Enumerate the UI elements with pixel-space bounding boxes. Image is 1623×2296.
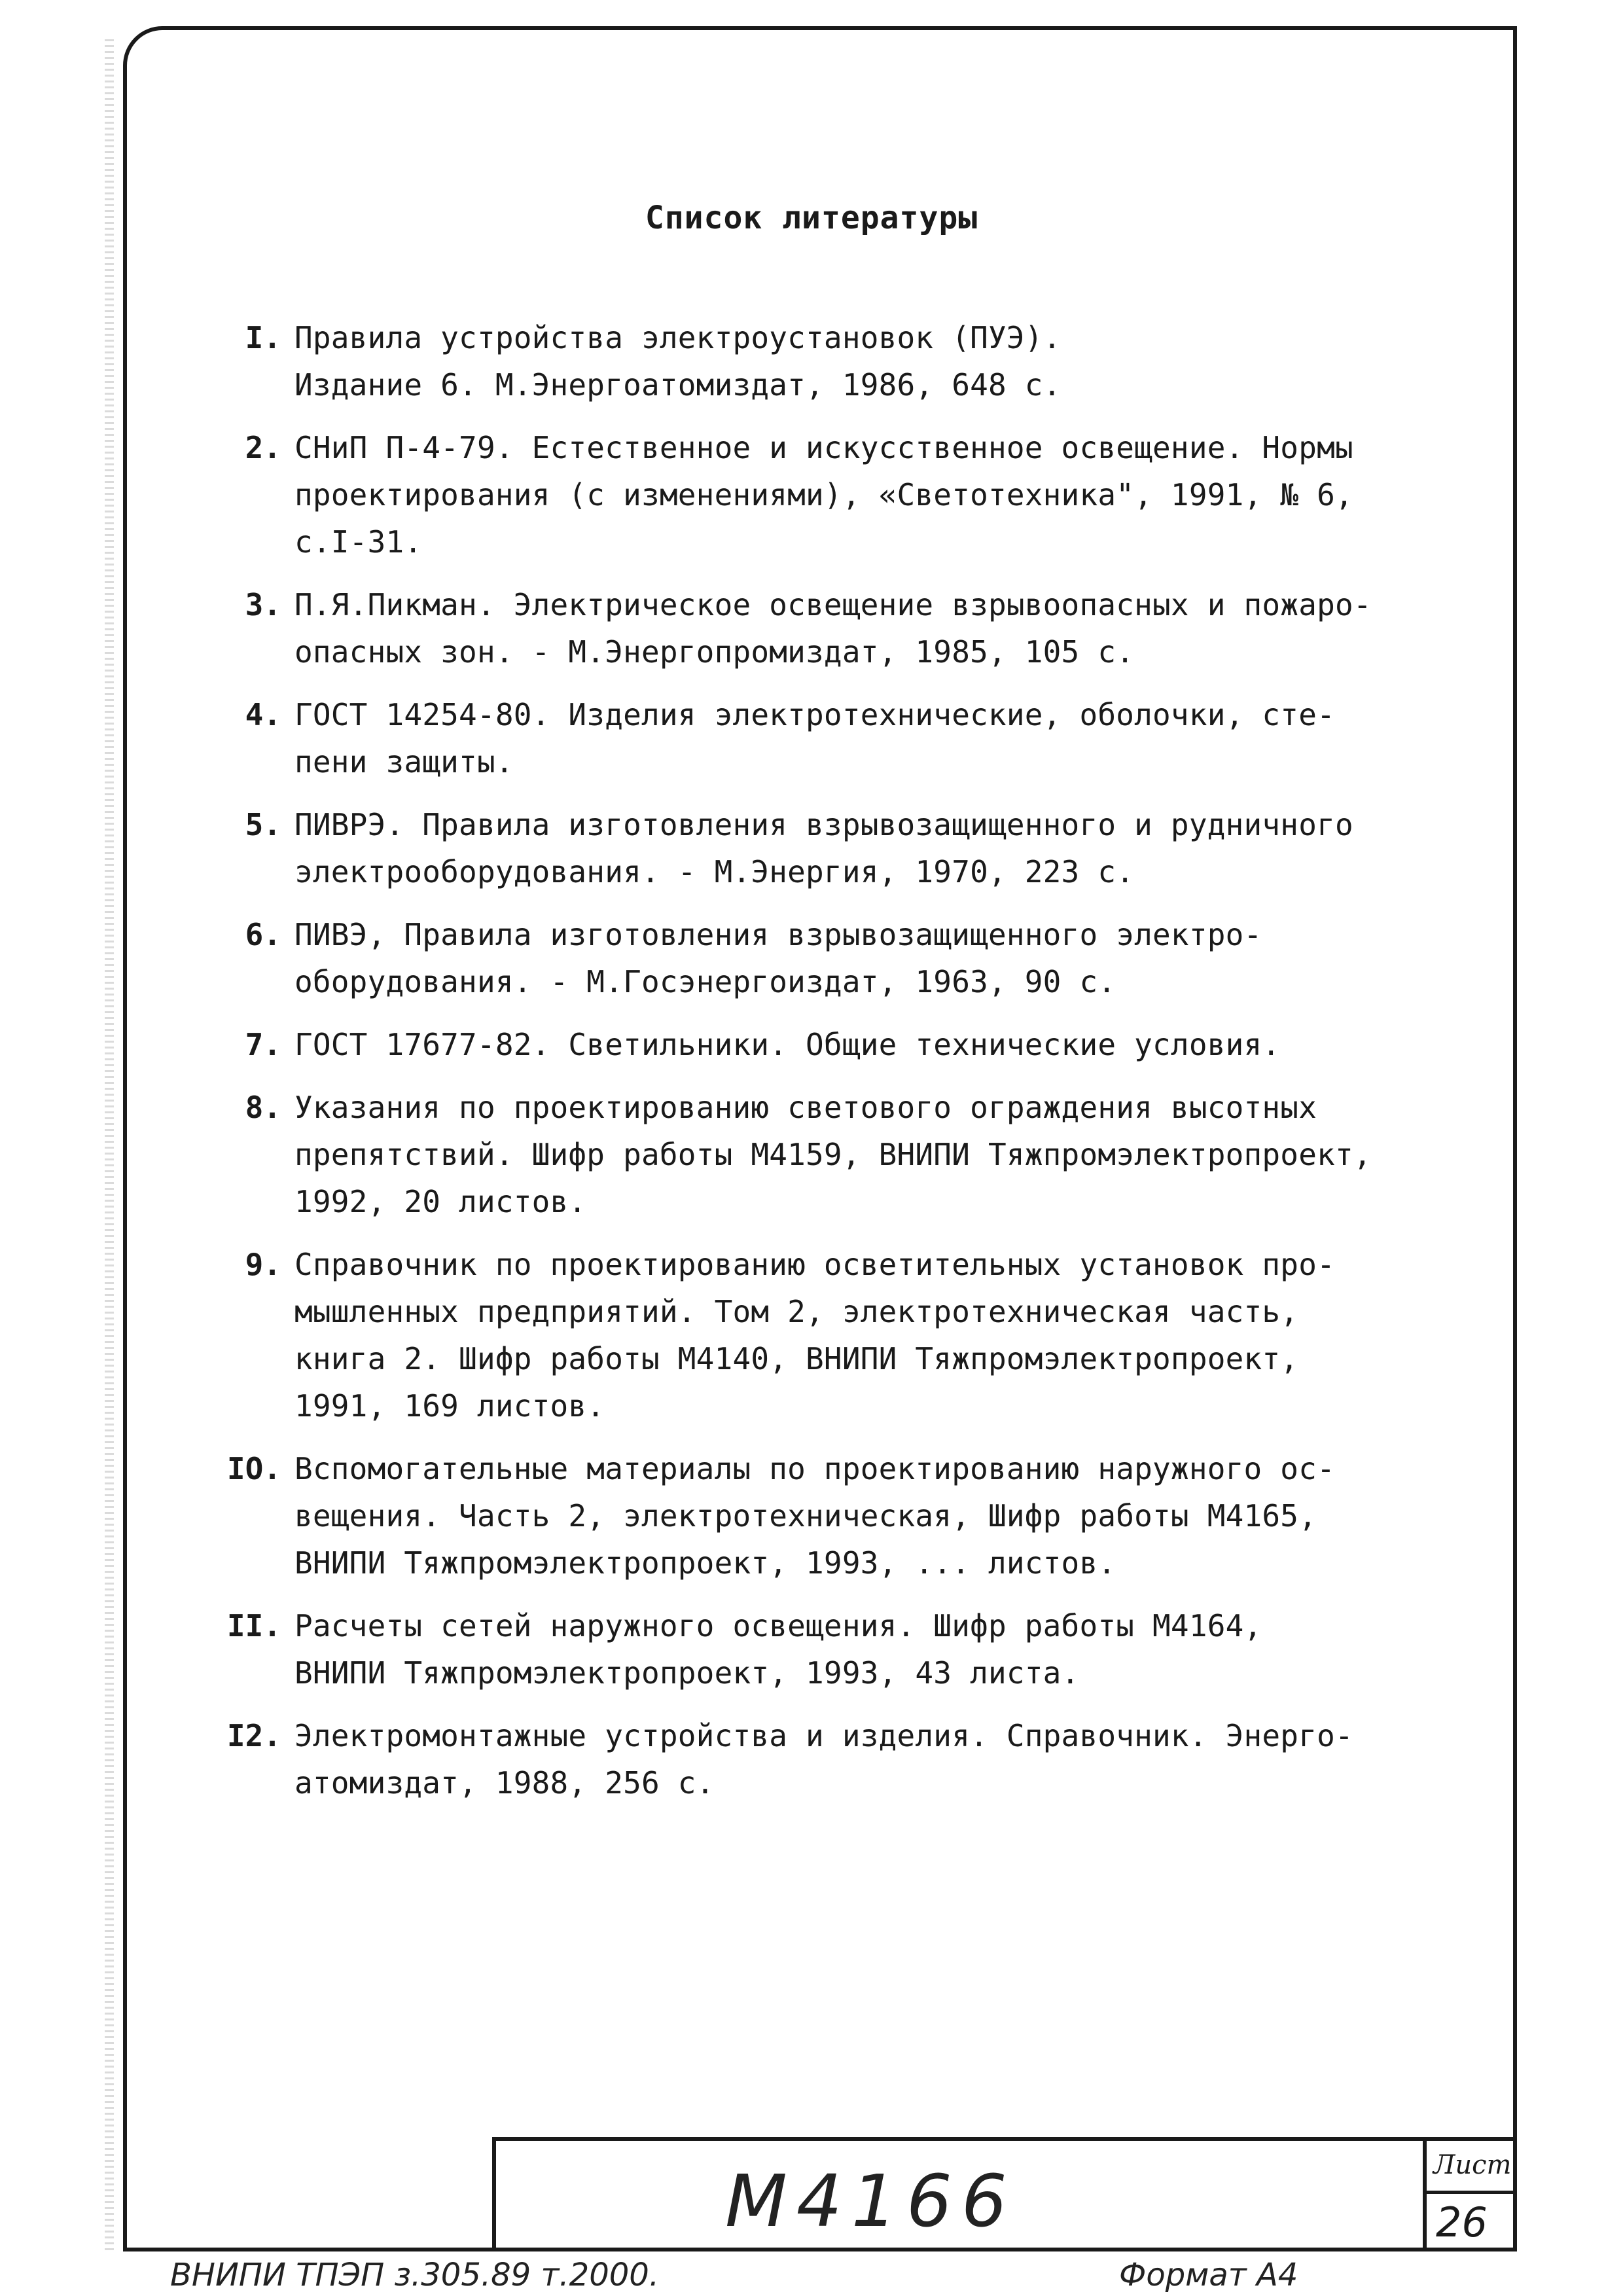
page-title: Список литературы	[645, 200, 978, 236]
reference-number: 8.	[245, 1090, 281, 1125]
reference-line: Указания по проектированию светового ограждения высотных	[294, 1090, 1317, 1125]
footer-archive-note: ВНИПИ ТПЭП з.305.89 т.2000.	[170, 2257, 660, 2293]
reference-item	[209, 691, 1492, 785]
reference-number: 2.	[245, 430, 281, 465]
reference-line: с.I-31.	[294, 524, 423, 560]
reference-item	[209, 1712, 1492, 1806]
reference-item	[209, 1084, 1492, 1225]
reference-line: мышленных предприятий. Том 2, электротехническая часть,	[294, 1294, 1299, 1329]
reference-line: препятствий. Шифр работы М4159, ВНИПИ Тяжпромэлектропроект,	[294, 1137, 1372, 1172]
reference-item	[209, 911, 1492, 1005]
document-code: М4166	[725, 2159, 1016, 2243]
reference-number: 3.	[245, 587, 281, 622]
reference-number: I2.	[226, 1718, 281, 1753]
reference-line: электрооборудования. - М.Энергия, 1970, 223 с.	[294, 854, 1135, 889]
reference-item	[209, 1445, 1492, 1587]
reference-number: 7.	[245, 1027, 281, 1062]
reference-line: оборудования. - М.Госэнергоиздат, 1963, 90 с.	[294, 964, 1116, 999]
sheet-label: Лист	[1433, 2150, 1512, 2180]
reference-line: СНиП П-4-79. Естественное и искусственное освещение. Нормы	[294, 430, 1353, 465]
reference-line: Издание 6. М.Энергоатомиздат, 1986, 648 с.	[294, 367, 1061, 403]
reference-number: I.	[245, 320, 281, 355]
reference-line: ГОСТ 17677-82. Светильники. Общие технические условия.	[294, 1027, 1281, 1062]
reference-line: 1992, 20 листов.	[294, 1184, 587, 1219]
reference-line: Расчеты сетей наружного освещения. Шифр работы М4164,	[294, 1608, 1262, 1643]
reference-line: Электромонтажные устройства и изделия. Справочник. Энерго-	[294, 1718, 1353, 1753]
reference-line: Правила устройства электроустановок (ПУЭ).	[294, 320, 1061, 355]
stamp-divider	[1423, 2141, 1427, 2251]
footer-format: Формат А4	[1119, 2257, 1298, 2293]
reference-list	[209, 314, 1492, 1822]
reference-item	[209, 424, 1492, 565]
reference-line: Вспомогательные материалы по проектированию наружного ос-	[294, 1451, 1335, 1486]
reference-line: ПИВЭ, Правила изготовления взрывозащищенного электро-	[294, 917, 1262, 952]
reference-line: атомиздат, 1988, 256 с.	[294, 1765, 715, 1801]
reference-item	[209, 314, 1492, 408]
scan-edge-artifact	[105, 39, 114, 2251]
sheet-number: 26	[1436, 2198, 1488, 2246]
reference-line: ВНИПИ Тяжпромэлектропроект, 1993, 43 листа.	[294, 1655, 1080, 1691]
reference-item	[209, 581, 1492, 675]
reference-number: 4.	[245, 697, 281, 732]
title-block-stamp	[492, 2137, 1513, 2251]
reference-number: 6.	[245, 917, 281, 952]
reference-line: книга 2. Шифр работы М4140, ВНИПИ Тяжпромэлектропроект,	[294, 1341, 1299, 1376]
reference-line: вещения. Часть 2, электротехническая, Шифр работы М4165,	[294, 1498, 1317, 1534]
reference-line: ПИВРЭ. Правила изготовления взрывозащищенного и рудничного	[294, 807, 1353, 842]
reference-line: ВНИПИ Тяжпромэлектропроект, 1993, ... листов.	[294, 1545, 1116, 1581]
reference-number: II.	[226, 1608, 281, 1643]
reference-number: IO.	[226, 1451, 281, 1486]
reference-item	[209, 1602, 1492, 1696]
reference-line: 1991, 169 листов.	[294, 1388, 605, 1424]
reference-line: проектирования (с изменениями), «Светотехника", 1991, № 6,	[294, 477, 1353, 512]
reference-line: П.Я.Пикман. Электрическое освещение взрывоопасных и пожаро-	[294, 587, 1372, 622]
reference-line: опасных зон. - М.Энергопромиздат, 1985, 105 с.	[294, 634, 1135, 670]
reference-item	[209, 1021, 1492, 1068]
reference-item	[209, 1241, 1492, 1429]
reference-item	[209, 801, 1492, 895]
reference-number: 5.	[245, 807, 281, 842]
reference-line: ГОСТ 14254-80. Изделия электротехнические, оболочки, сте-	[294, 697, 1335, 732]
sheet-cell-divider	[1427, 2191, 1513, 2194]
reference-line: пени защиты.	[294, 744, 514, 780]
reference-line: Справочник по проектированию осветительных установок про-	[294, 1247, 1335, 1282]
reference-number: 9.	[245, 1247, 281, 1282]
